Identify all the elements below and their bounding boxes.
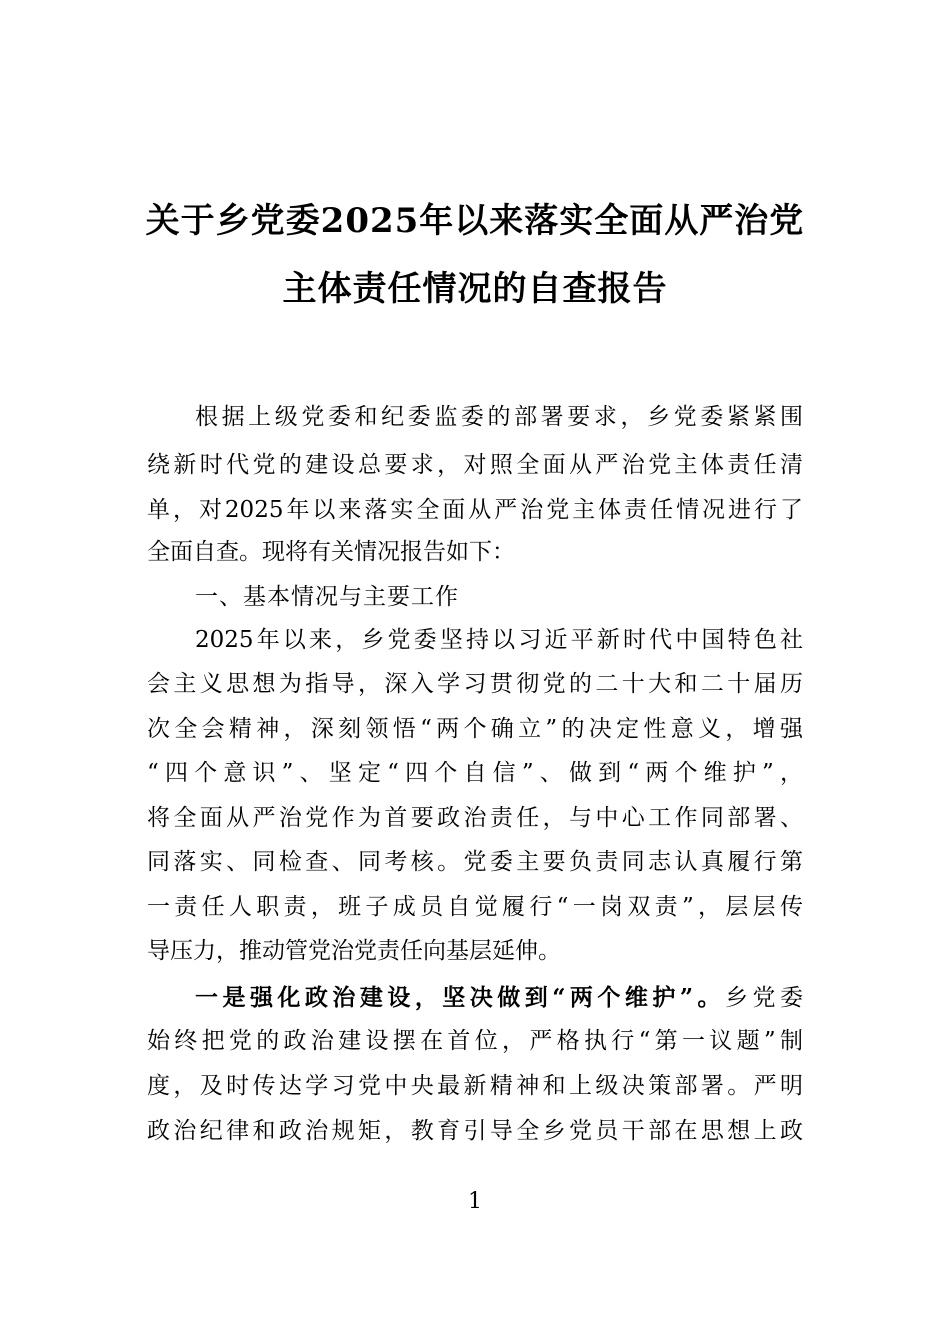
point-one-line: 政治纪律和政治规矩，教育引导全乡党员干部在思想上政	[147, 1118, 803, 1144]
document-title-line-2: 主体责任情况的自查报告	[282, 269, 668, 309]
section-line: 将全面从严治党作为首要政治责任，与中心工作同部署、	[147, 805, 803, 831]
section-line: 2025年以来，乡党委坚持以习近平新时代中国特色社	[195, 627, 803, 653]
document-title-line-1: 关于乡党委2025年以来落实全面从严治党	[145, 201, 805, 241]
section-line: “四个意识”、坚定“四个自信”、做到“两个维护”，	[147, 760, 803, 786]
intro-line: 绕新时代党的建设总要求，对照全面从严治党主体责任清	[147, 452, 803, 478]
point-one-lead: 一是强化政治建设，坚决做到“两个维护”。	[195, 984, 726, 1011]
section-line: 同落实、同检查、同考核。党委主要负责同志认真履行第	[147, 849, 803, 875]
point-one-line: 始终把党的政治建设摆在首位，严格执行“第一议题”制	[147, 1028, 803, 1054]
section-line: 导压力，推动管党治党责任向基层延伸。	[147, 938, 561, 964]
intro-line: 全面自查。现将有关情况报告如下：	[147, 539, 515, 565]
intro-line: 单，对2025年以来落实全面从严治党主体责任情况进行了	[147, 497, 803, 523]
point-one-first-line	[195, 978, 803, 1018]
section-heading: 一、基本情况与主要工作	[195, 584, 459, 610]
section-line: 一责任人职责，班子成员自觉履行“一岗双责”，层层传	[147, 894, 803, 920]
page-number: 1	[468, 1189, 482, 1214]
section-line: 次全会精神，深刻领悟“两个确立”的决定性意义，增强	[147, 716, 803, 742]
point-one-line: 度，及时传达学习党中央最新精神和上级决策部署。严明	[147, 1073, 803, 1099]
intro-line: 根据上级党委和纪委监委的部署要求，乡党委紧紧围	[195, 404, 803, 430]
section-line: 会主义思想为指导，深入学习贯彻党的二十大和二十届历	[147, 671, 803, 697]
point-one-lead-rest: 乡党委	[725, 985, 804, 1011]
